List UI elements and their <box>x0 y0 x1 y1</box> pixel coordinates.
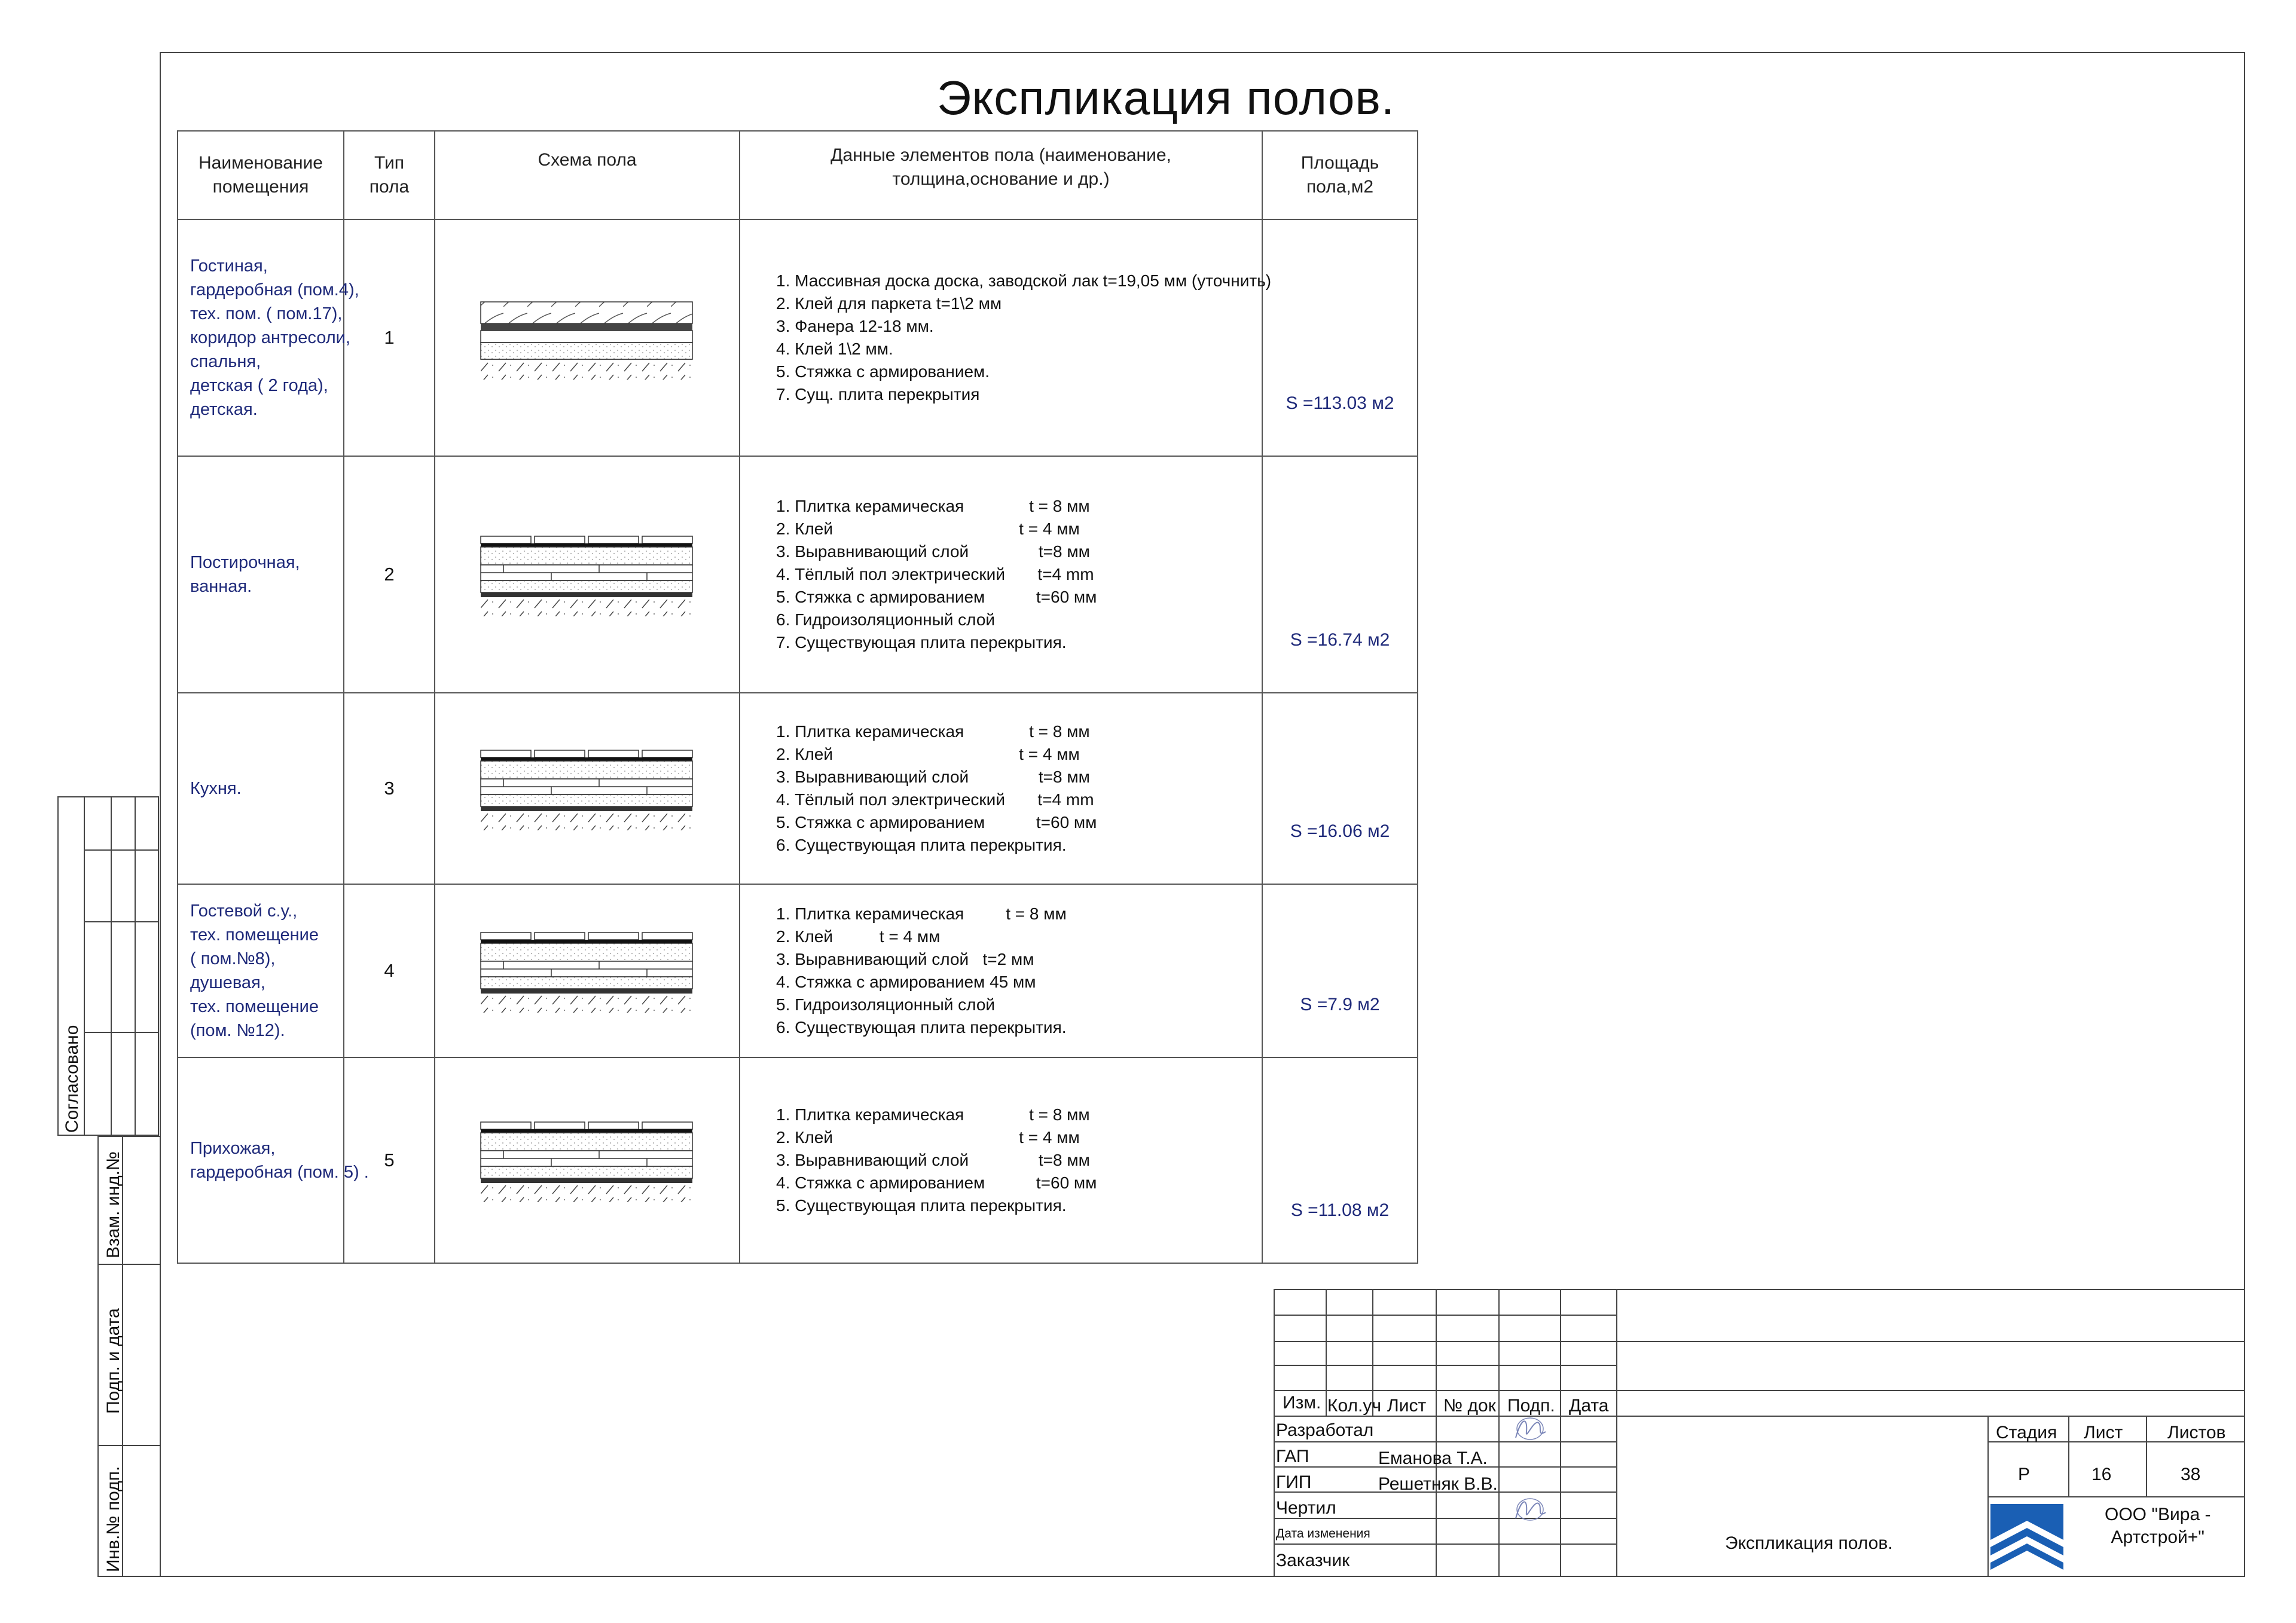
role-gip: ГИП <box>1276 1472 1312 1492</box>
sheets-label: Листов <box>2167 1423 2226 1442</box>
table-row <box>178 884 1418 1057</box>
floor-type: 2 <box>344 456 435 693</box>
floor-type: 4 <box>344 884 435 1057</box>
role-developer: Разработал <box>1276 1420 1374 1440</box>
floor-layers: 1. Массивная доска доска, заводской лак t=19,05 мм (уточнить) 2. Клей для паркета t=1\2 мм 3. Фанера 12-18 мм. 4. Клей 1\2 мм. 5. Стяжка с армированием. 7. Сущ. плита перекрытия <box>740 219 1262 456</box>
agreed-label: Согласовано <box>62 1025 82 1133</box>
role-drafter: Чертил <box>1276 1498 1336 1518</box>
floor-layers: 1. Плитка керамическая t = 8 мм 2. Клей t = 4 мм 3. Выравнивающий слой t=8 мм 4. Стяжка с армированием t=60 мм 5. Существующая плита перекрытия. <box>740 1057 1262 1263</box>
floor-area: S =7.9 м2 <box>1262 884 1418 1057</box>
floor-layers: 1. Плитка керамическая t = 8 мм 2. Клей t = 4 мм 3. Выравнивающий слой t=8 мм 4. Тёплый пол электрический t=4 mm 5. Стяжка с армированием t=60 мм 6. Гидроизоляционный слой 7. Существующая плита перекрытия. <box>740 456 1262 693</box>
floor-area: S =11.08 м2 <box>1262 1057 1418 1263</box>
role-customer: Заказчик <box>1276 1551 1350 1570</box>
stamp-col-sign: Подп. <box>1507 1396 1555 1416</box>
header-area: Площадь пола,м2 <box>1262 131 1418 219</box>
header-room: Наименование помещения <box>178 131 344 219</box>
stage-value: Р <box>2018 1465 2031 1484</box>
header-scheme: Схема пола <box>435 131 740 219</box>
page-title: Экспликация полов. <box>936 71 1396 124</box>
table-row <box>178 456 1418 693</box>
table-row <box>178 1057 1418 1263</box>
role-gap: ГАП <box>1276 1447 1309 1466</box>
inv-no-label: Инв.№ подп. <box>103 1466 123 1572</box>
floor-scheme-parquet <box>435 219 740 456</box>
signature-mark <box>1510 1494 1552 1524</box>
room-name: Кухня. <box>178 693 344 884</box>
sheets-value: 38 <box>2181 1465 2201 1484</box>
floor-scheme-tile-waterproof <box>435 884 740 1057</box>
stamp-col-list: Лист <box>1387 1396 1427 1416</box>
floor-type: 5 <box>344 1057 435 1263</box>
header-type: Тип пола <box>344 131 435 219</box>
name-gip: Решетняк В.В. <box>1378 1474 1498 1494</box>
floor-scheme-tile <box>435 1057 740 1263</box>
stage-label: Стадия <box>1996 1423 2057 1442</box>
table-row <box>178 219 1418 456</box>
room-name: Прихожая, гардеробная (пом. 5) . <box>178 1057 344 1263</box>
room-name: Гостевой с.у., тех. помещение ( пом.№8), душевая, тех. помещение (пом. №12). <box>178 884 344 1057</box>
floor-scheme-tile-heated-waterproof <box>435 456 740 693</box>
table-header-row <box>178 131 1418 219</box>
stamp-col-date: Дата <box>1569 1396 1609 1416</box>
role-change-date: Дата изменения <box>1276 1527 1370 1541</box>
floor-type: 1 <box>344 219 435 456</box>
company-name: ООО "Вира - Артстрой+" <box>2105 1505 2211 1547</box>
table-row <box>178 693 1418 884</box>
floor-layers: 1. Плитка керамическая t = 8 мм 2. Клей t = 4 мм 3. Выравнивающий слой t=2 мм 4. Стяжка с армированием 45 мм 5. Гидроизоляционный слой 6. Существующая плита перекрытия. <box>740 884 1262 1057</box>
header-data: Данные элементов пола (наименование, толщина,основание и др.) <box>740 131 1262 219</box>
replace-inv-label: Взам. инд.№ <box>103 1151 123 1258</box>
floor-area: S =16.74 м2 <box>1262 456 1418 693</box>
doc-title: Экспликация полов. <box>1725 1533 1893 1553</box>
stamp-col-doc: № док <box>1443 1396 1496 1416</box>
room-name: Постирочная, ванная. <box>178 456 344 693</box>
company-logo-icon <box>1989 1503 2065 1576</box>
stamp-col-izm: Изм. <box>1283 1393 1321 1413</box>
stamp-col-kolych: Кол.уч <box>1327 1396 1381 1416</box>
floor-layers: 1. Плитка керамическая t = 8 мм 2. Клей t = 4 мм 3. Выравнивающий слой t=8 мм 4. Тёплый пол электрический t=4 mm 5. Стяжка с армированием t=60 мм 6. Существующая плита перекрытия. <box>740 693 1262 884</box>
signature-mark <box>1510 1414 1552 1444</box>
floor-area: S =113.03 м2 <box>1262 219 1418 456</box>
floor-explication-table <box>177 130 1418 1264</box>
name-gap: Еманова Т.А. <box>1378 1448 1488 1468</box>
floor-area: S =16.06 м2 <box>1262 693 1418 884</box>
sheet-label: Лист <box>2084 1423 2123 1442</box>
floor-scheme-tile-heated <box>435 693 740 884</box>
floor-type: 3 <box>344 693 435 884</box>
sheet-value: 16 <box>2092 1465 2112 1484</box>
sign-date-label: Подп. и дата <box>103 1308 123 1414</box>
room-name: Гостиная, гардеробная (пом.4), тех. пом. ( пом.17), коридор антресоли, спальня, детская ( 2 года), детская. <box>178 219 344 456</box>
